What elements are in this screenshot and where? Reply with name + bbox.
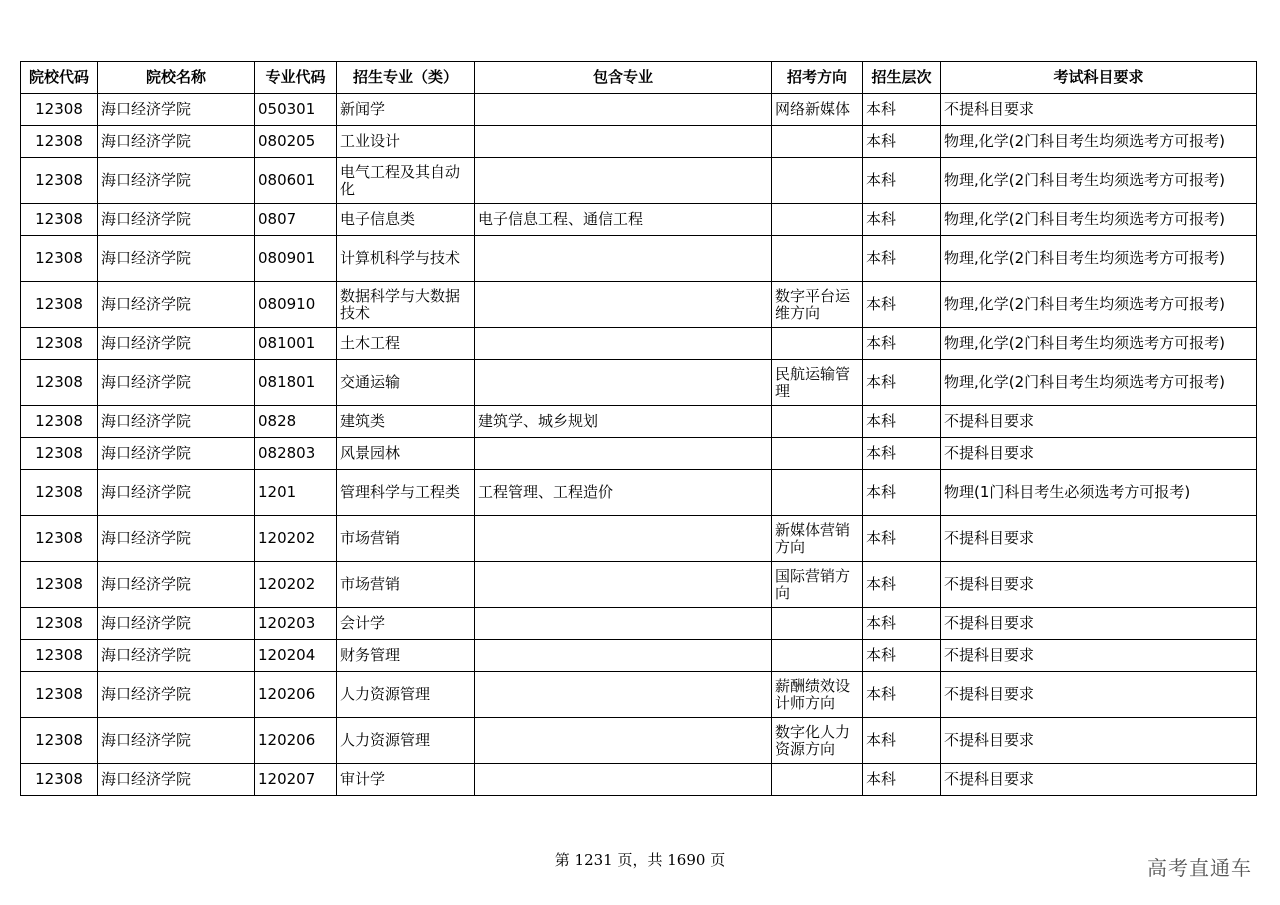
cell-major-code: 080910 [255,282,337,328]
cell-major: 风景园林 [337,438,475,470]
cell-level: 本科 [863,718,941,764]
cell-major-code: 0807 [255,204,337,236]
cell-major: 新闻学 [337,94,475,126]
header-subjects: 考试科目要求 [941,62,1257,94]
cell-direction [772,204,863,236]
cell-major: 管理科学与工程类 [337,470,475,516]
cell-level: 本科 [863,438,941,470]
table-row [21,406,1257,438]
cell-major-code: 120204 [255,640,337,672]
cell-subjects: 不提科目要求 [941,406,1257,438]
cell-subjects: 不提科目要求 [941,562,1257,608]
cell-subjects: 物理,化学(2门科目考生均须选考方可报考) [941,204,1257,236]
cell-direction [772,158,863,204]
cell-direction [772,764,863,796]
header-major-code: 专业代码 [255,62,337,94]
cell-school-name: 海口经济学院 [98,672,255,718]
cell-major-code: 120206 [255,718,337,764]
cell-school-code: 12308 [21,672,98,718]
cell-school-code: 12308 [21,406,98,438]
table-row [21,236,1257,282]
cell-level: 本科 [863,204,941,236]
cell-major-code: 1201 [255,470,337,516]
cell-includes: 工程管理、工程造价 [475,470,772,516]
cell-direction [772,126,863,158]
cell-subjects: 不提科目要求 [941,672,1257,718]
cell-major: 电气工程及其自动化 [337,158,475,204]
cell-school-code: 12308 [21,282,98,328]
cell-direction [772,438,863,470]
cell-includes [475,640,772,672]
cell-includes [475,94,772,126]
table-row [21,608,1257,640]
cell-includes [475,328,772,360]
cell-major: 计算机科学与技术 [337,236,475,282]
cell-level: 本科 [863,516,941,562]
table-header-row [21,62,1257,94]
cell-school-name: 海口经济学院 [98,158,255,204]
cell-includes [475,438,772,470]
cell-major: 人力资源管理 [337,718,475,764]
cell-school-name: 海口经济学院 [98,718,255,764]
table-row [21,204,1257,236]
table-row [21,158,1257,204]
table-row [21,764,1257,796]
cell-school-name: 海口经济学院 [98,406,255,438]
header-includes: 包含专业 [475,62,772,94]
header-school-name: 院校名称 [98,62,255,94]
cell-includes [475,282,772,328]
cell-level: 本科 [863,360,941,406]
cell-subjects: 物理,化学(2门科目考生均须选考方可报考) [941,158,1257,204]
cell-level: 本科 [863,126,941,158]
cell-direction: 薪酬绩效设计师方向 [772,672,863,718]
table-row [21,94,1257,126]
cell-major: 市场营销 [337,516,475,562]
cell-includes [475,236,772,282]
table-row [21,470,1257,516]
cell-subjects: 不提科目要求 [941,640,1257,672]
cell-includes: 电子信息工程、通信工程 [475,204,772,236]
cell-level: 本科 [863,764,941,796]
cell-subjects: 物理(1门科目考生必须选考方可报考) [941,470,1257,516]
cell-school-code: 12308 [21,640,98,672]
cell-direction [772,328,863,360]
cell-school-name: 海口经济学院 [98,764,255,796]
cell-major: 会计学 [337,608,475,640]
cell-direction: 数字平台运维方向 [772,282,863,328]
cell-includes [475,360,772,406]
cell-school-code: 12308 [21,608,98,640]
cell-major: 工业设计 [337,126,475,158]
table-row [21,126,1257,158]
cell-includes [475,562,772,608]
cell-direction: 国际营销方向 [772,562,863,608]
cell-major-code: 120203 [255,608,337,640]
cell-school-name: 海口经济学院 [98,94,255,126]
cell-level: 本科 [863,406,941,438]
cell-school-name: 海口经济学院 [98,204,255,236]
cell-subjects: 不提科目要求 [941,438,1257,470]
cell-school-name: 海口经济学院 [98,328,255,360]
header-direction: 招考方向 [772,62,863,94]
cell-school-code: 12308 [21,158,98,204]
cell-school-code: 12308 [21,516,98,562]
cell-subjects: 物理,化学(2门科目考生均须选考方可报考) [941,126,1257,158]
cell-school-name: 海口经济学院 [98,516,255,562]
cell-major: 市场营销 [337,562,475,608]
cell-major-code: 120206 [255,672,337,718]
cell-level: 本科 [863,282,941,328]
cell-major-code: 081001 [255,328,337,360]
cell-major: 交通运输 [337,360,475,406]
header-school-code: 院校代码 [21,62,98,94]
table-row [21,672,1257,718]
cell-subjects: 不提科目要求 [941,516,1257,562]
cell-direction [772,640,863,672]
cell-school-name: 海口经济学院 [98,562,255,608]
cell-major-code: 120202 [255,516,337,562]
cell-school-name: 海口经济学院 [98,470,255,516]
table-body [21,94,1257,796]
page-number: 第 1231 页，共 1690 页 [554,851,726,869]
cell-major-code: 120202 [255,562,337,608]
cell-direction: 新媒体营销方向 [772,516,863,562]
cell-major-code: 081801 [255,360,337,406]
table-row [21,562,1257,608]
cell-major-code: 120207 [255,764,337,796]
cell-subjects: 不提科目要求 [941,608,1257,640]
cell-major-code: 080901 [255,236,337,282]
cell-school-code: 12308 [21,328,98,360]
cell-major-code: 080205 [255,126,337,158]
cell-school-code: 12308 [21,236,98,282]
cell-subjects: 物理,化学(2门科目考生均须选考方可报考) [941,328,1257,360]
cell-major: 财务管理 [337,640,475,672]
cell-direction [772,470,863,516]
watermark-text: 高考直通车 [1147,856,1252,880]
cell-direction: 网络新媒体 [772,94,863,126]
cell-subjects: 物理,化学(2门科目考生均须选考方可报考) [941,282,1257,328]
table-row [21,360,1257,406]
cell-includes [475,126,772,158]
cell-level: 本科 [863,158,941,204]
cell-level: 本科 [863,640,941,672]
cell-major: 数据科学与大数据技术 [337,282,475,328]
cell-major-code: 082803 [255,438,337,470]
cell-school-name: 海口经济学院 [98,126,255,158]
cell-direction: 数字化人力资源方向 [772,718,863,764]
table-row [21,328,1257,360]
cell-school-code: 12308 [21,126,98,158]
cell-level: 本科 [863,470,941,516]
cell-direction [772,236,863,282]
cell-school-name: 海口经济学院 [98,640,255,672]
cell-school-code: 12308 [21,470,98,516]
cell-includes [475,608,772,640]
table-row [21,718,1257,764]
cell-level: 本科 [863,608,941,640]
cell-level: 本科 [863,672,941,718]
cell-includes [475,158,772,204]
cell-includes [475,672,772,718]
cell-subjects: 物理,化学(2门科目考生均须选考方可报考) [941,360,1257,406]
cell-school-name: 海口经济学院 [98,236,255,282]
cell-major: 人力资源管理 [337,672,475,718]
cell-major-code: 080601 [255,158,337,204]
cell-includes [475,764,772,796]
cell-level: 本科 [863,236,941,282]
cell-includes [475,516,772,562]
table-row [21,640,1257,672]
cell-includes: 建筑学、城乡规划 [475,406,772,438]
cell-level: 本科 [863,94,941,126]
cell-school-code: 12308 [21,764,98,796]
cell-school-code: 12308 [21,718,98,764]
cell-direction [772,608,863,640]
cell-major: 审计学 [337,764,475,796]
cell-level: 本科 [863,328,941,360]
cell-direction: 民航运输管理 [772,360,863,406]
cell-school-name: 海口经济学院 [98,438,255,470]
cell-subjects: 不提科目要求 [941,718,1257,764]
header-major: 招生专业（类） [337,62,475,94]
cell-subjects: 不提科目要求 [941,764,1257,796]
table-row [21,438,1257,470]
table-row [21,282,1257,328]
cell-includes [475,718,772,764]
admissions-table [20,61,1257,796]
cell-school-name: 海口经济学院 [98,282,255,328]
cell-major: 建筑类 [337,406,475,438]
cell-major-code: 050301 [255,94,337,126]
cell-school-name: 海口经济学院 [98,360,255,406]
cell-direction [772,406,863,438]
cell-school-code: 12308 [21,204,98,236]
cell-major: 土木工程 [337,328,475,360]
cell-major-code: 0828 [255,406,337,438]
cell-school-code: 12308 [21,94,98,126]
header-level: 招生层次 [863,62,941,94]
cell-subjects: 不提科目要求 [941,94,1257,126]
table-row [21,516,1257,562]
cell-school-code: 12308 [21,562,98,608]
cell-major: 电子信息类 [337,204,475,236]
cell-school-name: 海口经济学院 [98,608,255,640]
cell-level: 本科 [863,562,941,608]
cell-subjects: 物理,化学(2门科目考生均须选考方可报考) [941,236,1257,282]
cell-school-code: 12308 [21,438,98,470]
cell-school-code: 12308 [21,360,98,406]
